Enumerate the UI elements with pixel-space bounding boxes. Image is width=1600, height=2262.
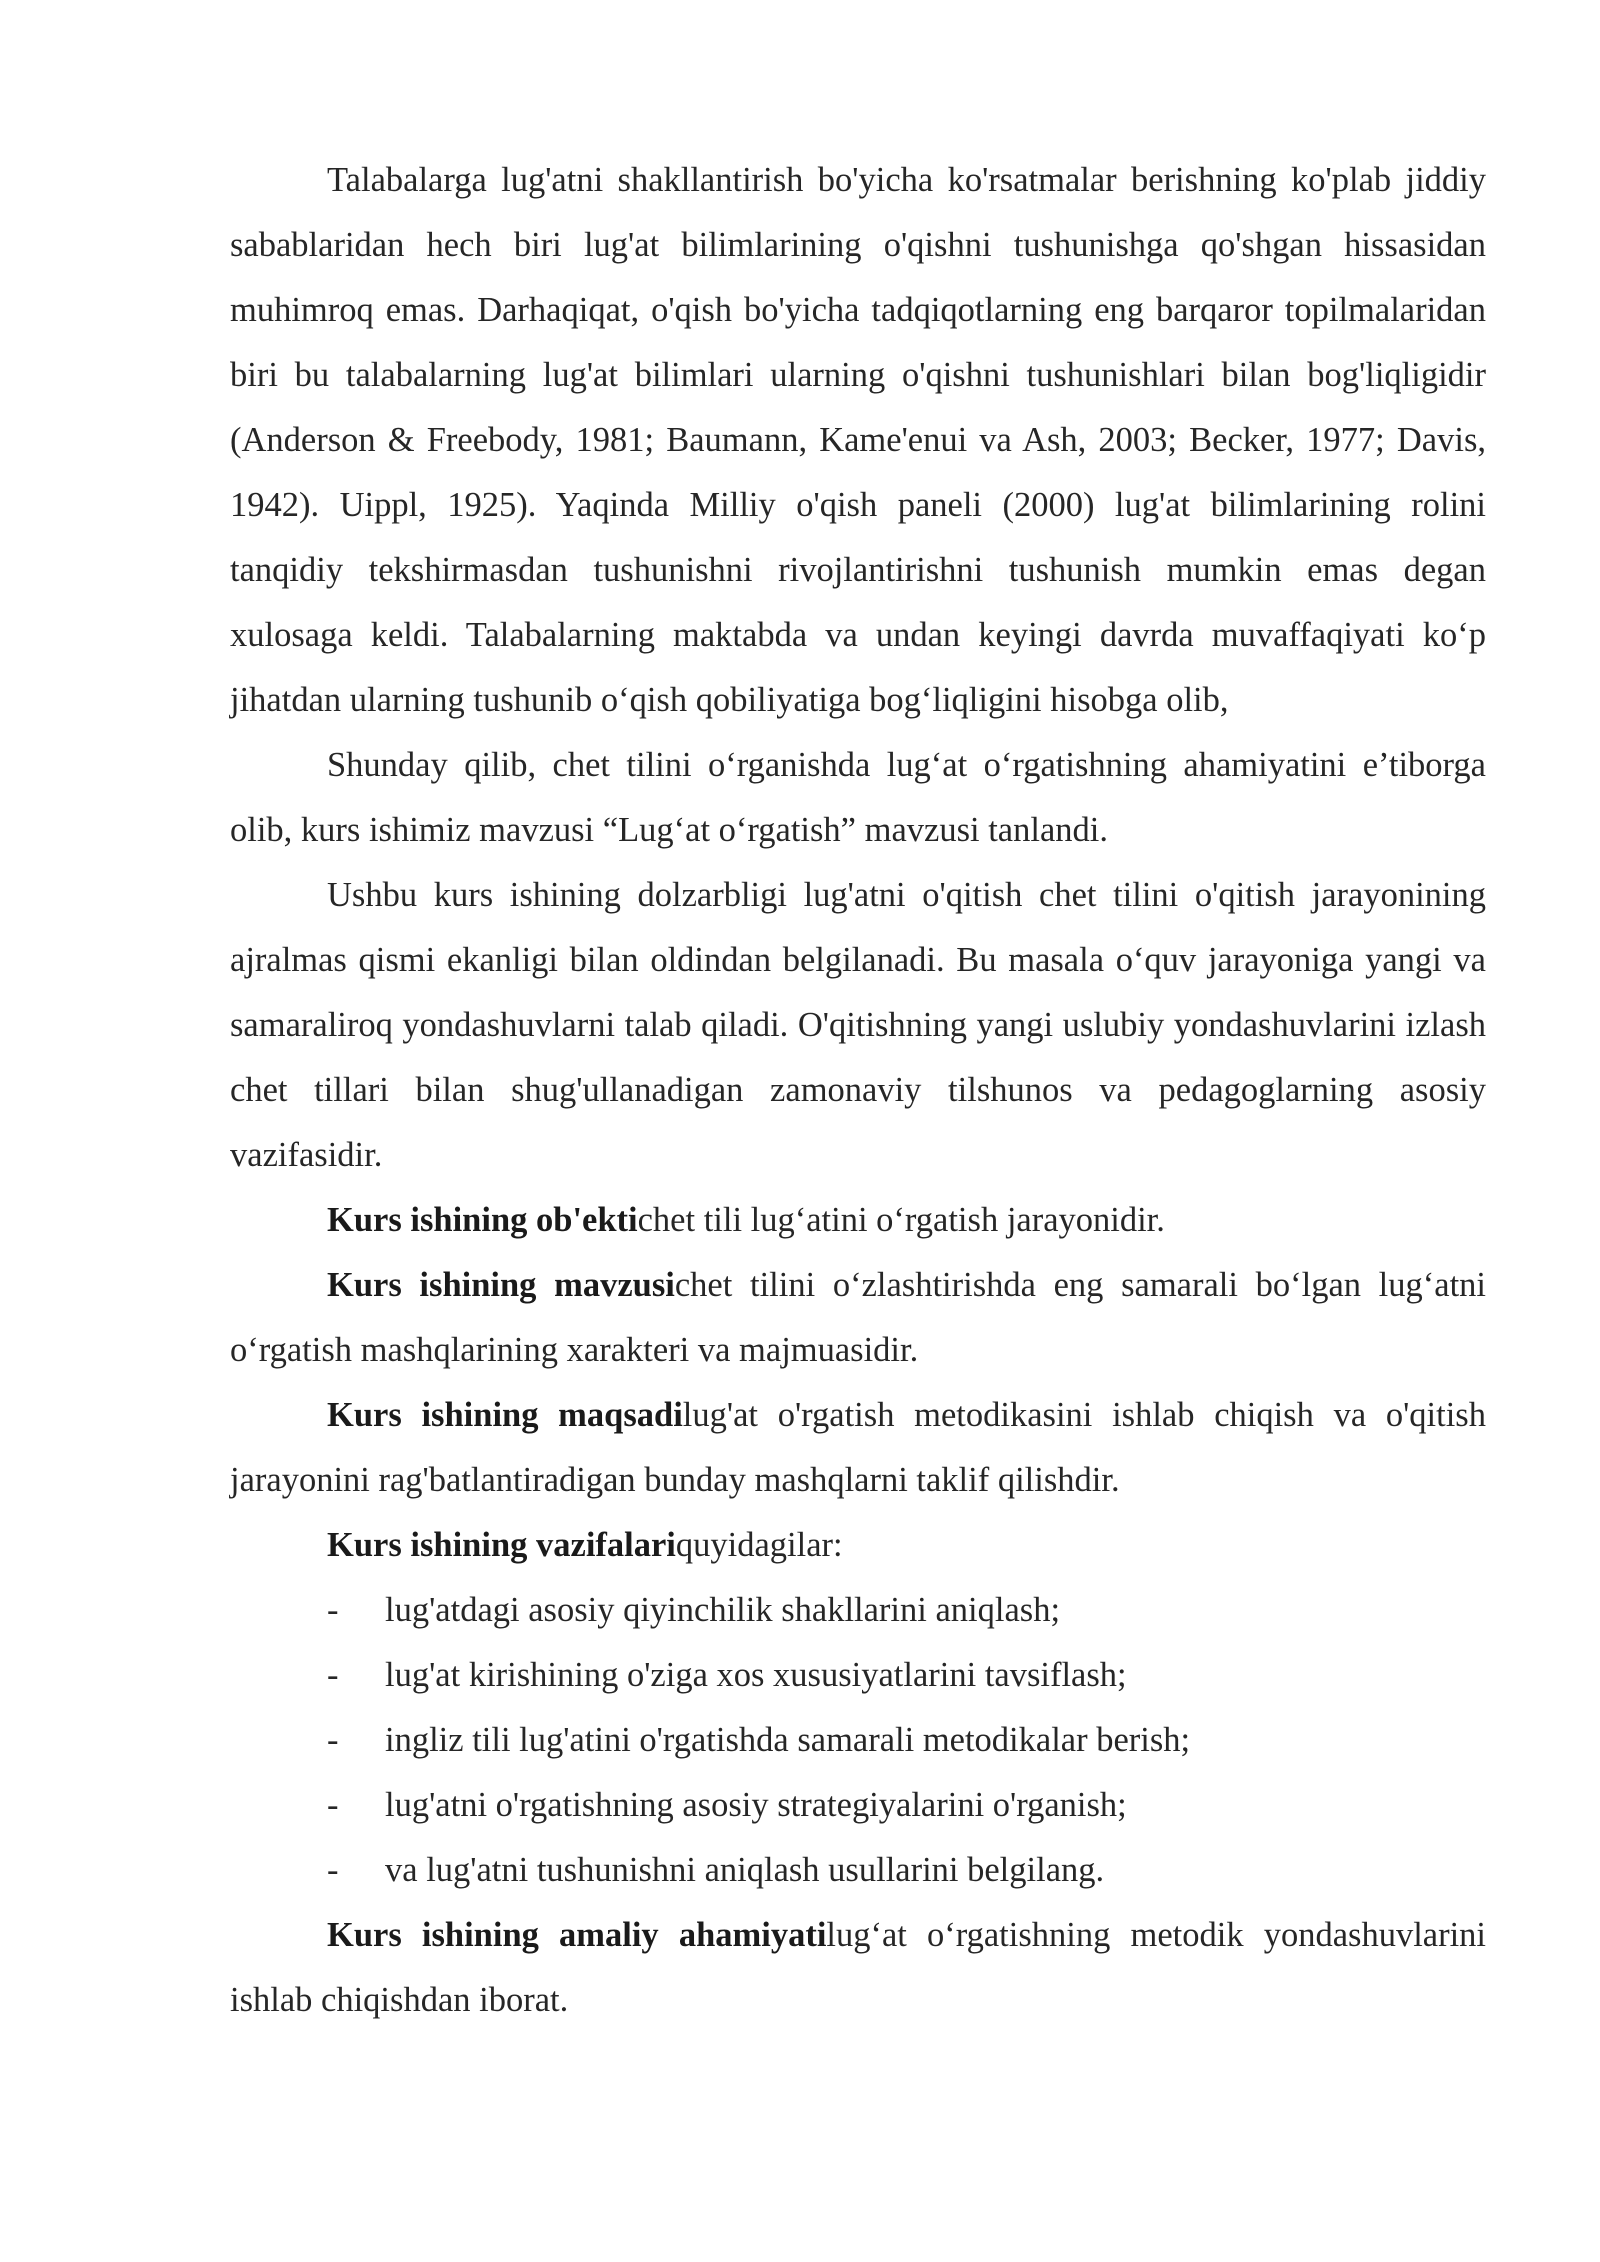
subject-label: Kurs ishining mavzusi <box>327 1266 675 1304</box>
significance-paragraph <box>230 1903 1486 2033</box>
list-item-text: ingliz tili lug'atini o'rgatishda samarali metodikalar berish; <box>385 1721 1191 1759</box>
tasks-list <box>230 1578 1486 1903</box>
list-item <box>230 1578 1486 1643</box>
tasks-paragraph <box>230 1513 1486 1578</box>
object-label: Kurs ishining ob'ekti <box>327 1201 638 1239</box>
goal-text: lug'at o'rgatish metodikasini ishlab chiqish va o'qitish jarayonini rag'batlantiradigan bunday mashqlarni taklif qilishdir. <box>230 1396 1486 1499</box>
goal-label: Kurs ishining maqsadi <box>327 1396 683 1434</box>
subject-paragraph <box>230 1253 1486 1383</box>
list-item <box>230 1643 1486 1708</box>
subject-text: chet tilini o‘zlashtirishda eng samarali bo‘lgan lug‘atni o‘rgatish mashqlarining xarakteri va majmuasidir. <box>230 1266 1486 1369</box>
list-item <box>230 1773 1486 1838</box>
relevance-paragraph: Ushbu kurs ishining dolzarbligi lug'atni o'qitish chet tilini o'qitish jarayonining ajralmas qismi ekanligi bilan oldindan belgilanadi. Bu masala o‘quv jarayoniga yangi va samaraliroq yondashuvlarni talab qiladi. O'qitishning yangi uslubiy yondashuvlarini izlash chet tillari bilan shug'ullanadigan zamonaviy tilshunos va pedagoglarning asosiy vazifasidir. <box>230 876 1486 1174</box>
list-item-text: lug'atni o'rgatishning asosiy strategiyalarini o'rganish; <box>385 1786 1127 1824</box>
object-paragraph <box>230 1188 1486 1253</box>
tasks-text: quyidagilar: <box>675 1526 843 1564</box>
list-item-text: lug'atdagi asosiy qiyinchilik shakllarini aniqlash; <box>385 1591 1061 1629</box>
list-dash: - <box>327 1851 339 1889</box>
list-dash: - <box>327 1786 339 1824</box>
intro-paragraph: Talabalarga lug'atni shakllantirish bo'yicha ko'rsatmalar berishning ko'plab jiddiy sabablaridan hech biri lug'at bilimlarining o'qishni tushunishga qo'shgan hissasidan muhimroq emas. Darhaqiqat, o'qish bo'yicha tadqiqotlarning eng barqaror topilmalaridan biri bu talabalarning lug'at bilimlari ularning o'qishni tushunishlari bilan bog'liqligidir (Anderson & Freebody, 1981; Baumann, Kame'enui va Ash, 2003; Becker, 1977; Davis, 1942). Uippl, 1925). Yaqinda Milliy o'qish paneli (2000) lug'at bilimlarining rolini tanqidiy tekshirmasdan tushunishni rivojlantirishni tushunish mumkin emas degan xulosaga keldi. Talabalarning maktabda va undan keyingi davrda muvaffaqiyati ko‘p jihatdan ularning tushunib o‘qish qobiliyatiga bog‘liqligini hisobga olib, <box>230 161 1486 719</box>
list-dash: - <box>327 1721 339 1759</box>
goal-paragraph <box>230 1383 1486 1513</box>
tasks-label: Kurs ishining vazifalari <box>327 1526 676 1564</box>
significance-label: Kurs ishining amaliy ahamiyati <box>327 1916 827 1954</box>
significance-text: lug‘at o‘rgatishning metodik yondashuvlarini ishlab chiqishdan iborat. <box>230 1916 1486 2019</box>
document-page <box>230 148 1486 2033</box>
topic-choice-paragraph: Shunday qilib, chet tilini o‘rganishda lug‘at o‘rgatishning ahamiyatini e’tiborga olib, kurs ishimiz mavzusi “Lug‘at o‘rgatish” mavzusi tanlandi. <box>230 746 1486 849</box>
list-item-text: va lug'atni tushunishni aniqlash usullarini belgilang. <box>385 1851 1105 1889</box>
list-dash: - <box>327 1591 339 1629</box>
list-dash: - <box>327 1656 339 1694</box>
object-text: chet tili lug‘atini o‘rgatish jarayonidir. <box>637 1201 1165 1239</box>
list-item-text: lug'at kirishining o'ziga xos xususiyatlarini tavsiflash; <box>385 1656 1127 1694</box>
list-item <box>230 1838 1486 1903</box>
list-item <box>230 1708 1486 1773</box>
